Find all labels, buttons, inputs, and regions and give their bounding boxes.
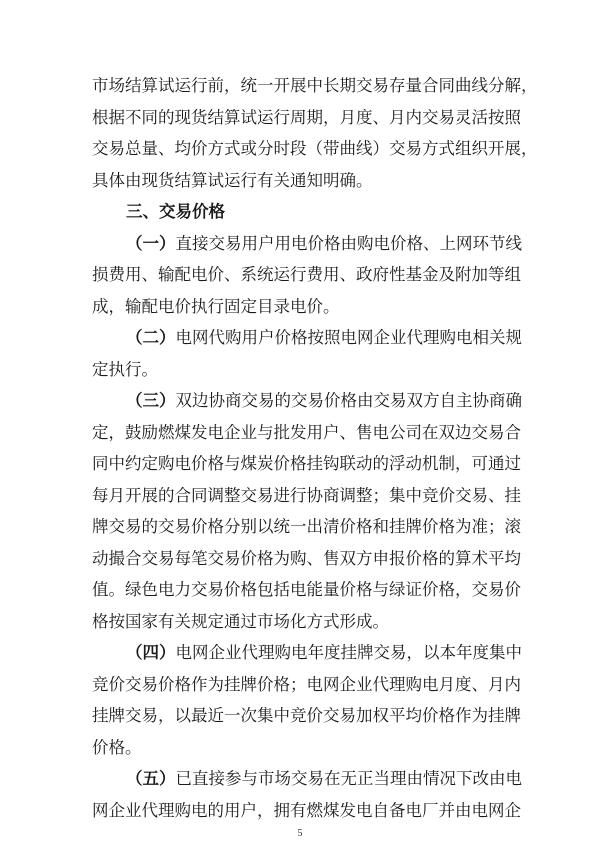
body-line: 根据不同的现货结算试运行周期，月度、月内交易灵活按照 <box>92 107 521 127</box>
item-label: （一） <box>126 233 176 253</box>
body-line: 定，鼓励燃煤发电企业与批发用户、售电公司在双边交易合 <box>92 422 521 442</box>
item-label: （三） <box>126 391 176 410</box>
body-line: 每月开展的合同调整交易进行协商调整；集中竞价交易、挂 <box>92 485 521 505</box>
body-line: 牌交易的交易价格分别以统一出清价格和挂牌价格为准；滚 <box>92 517 521 536</box>
body-line: 交易总量、均价方式或分时段（带曲线）交易方式组织开展， <box>92 139 538 158</box>
paragraph-first-line: （四）电网企业代理购电年度挂牌交易，以本年度集中 <box>126 643 522 662</box>
body-line: 价格。 <box>92 737 142 757</box>
body-line: 损费用、输配电价、系统运行费用、政府性基金及附加等组 <box>92 265 521 284</box>
body-line: 格按国家有关规定通过市场化方式形成。 <box>92 611 389 631</box>
body-line: 动撮合交易每笔交易价格为购、售双方申报价格的算术平均 <box>92 548 521 568</box>
body-line: 成，输配电价执行固定目录电价。 <box>92 296 340 316</box>
body-line: 网企业代理购电的用户，拥有燃煤发电自备电厂并由电网企 <box>92 800 521 820</box>
body-line: 市场结算试运行前，统一开展中长期交易存量合同曲线分解， <box>92 76 538 95</box>
item-label: （二） <box>126 328 176 347</box>
page-number: 5 <box>297 828 303 839</box>
item-label: （五） <box>126 769 176 788</box>
paragraph-first-line: （二）电网代购用户价格按照电网企业代理购电相关规 <box>126 328 522 347</box>
paragraph-first-line: （五）已直接参与市场交易在无正当理由情况下改由电 <box>126 769 522 788</box>
body-line: 定执行。 <box>92 359 158 379</box>
paragraph-first-line: （三）双边协商交易的交易价格由交易双方自主协商确 <box>126 391 522 410</box>
body-line: 挂牌交易，以最近一次集中竞价交易加权平均价格作为挂牌 <box>92 706 521 725</box>
item-label: （四） <box>126 643 176 662</box>
body-line: 竞价交易价格作为挂牌价格；电网企业代理购电月度、月内 <box>92 674 521 694</box>
paragraph-first-line: （一）直接交易用户用电价格由购电价格、上网环节线 <box>126 233 522 253</box>
section-heading: 三、交易价格 <box>126 202 225 221</box>
body-line: 具体由现货结算试运行有关通知明确。 <box>92 170 373 190</box>
body-line: 同中约定购电价格与煤炭价格挂钩联动的浮动机制，可通过 <box>92 454 521 473</box>
body-line: 值。绿色电力交易价格包括电能量价格与绿证价格，交易价 <box>92 580 521 599</box>
